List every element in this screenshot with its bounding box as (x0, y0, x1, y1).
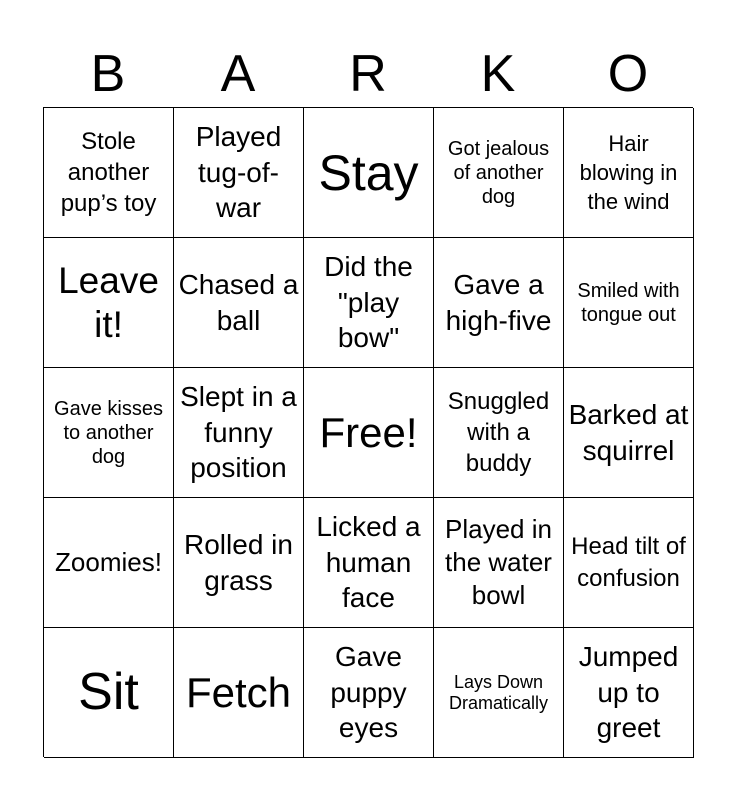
bingo-cell[interactable]: Played tug-of-war (174, 108, 304, 238)
bingo-cell[interactable]: Stole another pup’s toy (44, 108, 174, 238)
bingo-header (43, 38, 693, 110)
bingo-cell[interactable]: Gave kisses to another dog (44, 368, 174, 498)
bingo-cell[interactable]: Got jealous of another dog (434, 108, 564, 238)
bingo-cell[interactable]: Jumped up to greet (564, 628, 694, 758)
header-letter-b: B (90, 45, 126, 103)
bingo-cell[interactable]: Played in the water bowl (434, 498, 564, 628)
bingo-cell[interactable]: Chased a ball (174, 238, 304, 368)
bingo-cell[interactable]: Sit (44, 628, 174, 758)
free-space[interactable]: Free! (304, 368, 434, 498)
bingo-cell[interactable]: Gave a high-five (434, 238, 564, 368)
header-letter-o: O (607, 45, 649, 103)
bingo-cell[interactable]: Fetch (174, 628, 304, 758)
bingo-cell[interactable]: Leave it! (44, 238, 174, 368)
header-letter-k: K (480, 45, 516, 103)
bingo-cell[interactable]: Lays Down Dramatically (434, 628, 564, 758)
bingo-cell[interactable]: Rolled in grass (174, 498, 304, 628)
bingo-board (43, 107, 693, 757)
bingo-cell[interactable]: Licked a human face (304, 498, 434, 628)
bingo-cell[interactable]: Slept in a funny position (174, 368, 304, 498)
bingo-cell[interactable]: Hair blowing in the wind (564, 108, 694, 238)
bingo-cell[interactable]: Stay (304, 108, 434, 238)
bingo-cell[interactable]: Did the "play bow" (304, 238, 434, 368)
bingo-cell[interactable]: Gave puppy eyes (304, 628, 434, 758)
header-letter-a: A (220, 45, 256, 103)
bingo-cell[interactable]: Snuggled with a buddy (434, 368, 564, 498)
header-letter-r: R (349, 45, 387, 103)
bingo-cell[interactable]: Zoomies! (44, 498, 174, 628)
bingo-cell[interactable]: Smiled with tongue out (564, 238, 694, 368)
bingo-cell[interactable]: Head tilt of confusion (564, 498, 694, 628)
bingo-cell[interactable]: Barked at squirrel (564, 368, 694, 498)
